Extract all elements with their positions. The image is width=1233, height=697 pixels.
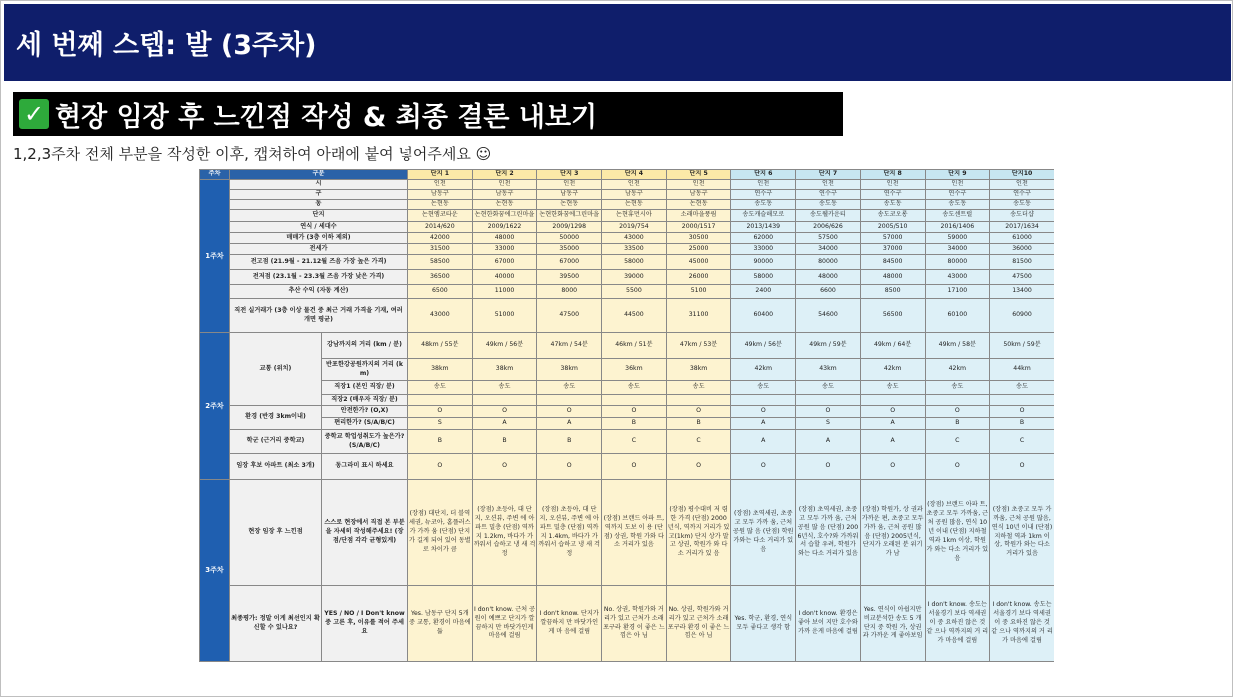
value-cell: 48000 [860,270,925,285]
table-row [200,190,1055,200]
row-label: 추산 수익 (자동 계산) [230,285,408,299]
value-cell: 43000 [408,299,473,333]
value-cell: (장점) 초등아, 대 단지, 오션뷰, 주변 에 아파트 밀층 (단점) 역까지 1.2km, 바다가 가 까워서 습하고 냉 새 걱정 [472,480,537,586]
value-cell: 남동구 [408,190,473,200]
value-cell: 2009/1622 [472,222,537,233]
value-cell: 80000 [925,255,990,270]
table-row [200,406,1055,418]
table-row [200,333,1055,359]
value-cell: 36000 [990,244,1054,255]
header-complex: 단지 9 [925,170,990,180]
group-label: 최종평가: 정말 이게 최선인지 확신할 수 있나요? [230,586,322,662]
value-cell: 2000/1517 [666,222,731,233]
value-cell: 34000 [796,244,861,255]
table-row [200,222,1055,233]
group-label: 임장 후보 아파트 (최소 3개) [230,454,322,480]
value-cell: B [472,430,537,454]
table-row [200,586,1055,662]
value-cell: 송도 [731,381,796,395]
value-cell: O [472,454,537,480]
value-cell: 송도캐슬해모로 [731,210,796,222]
value-cell: 송도동 [731,200,796,210]
value-cell: O [990,454,1054,480]
value-cell: 48000 [472,233,537,244]
row-label: 직장2 (배우자 직장/ 분) [322,395,408,406]
value-cell: 38km [408,359,473,381]
value-cell: A [796,430,861,454]
value-cell: B [408,430,473,454]
value-cell: 42km [860,359,925,381]
value-cell: 51000 [472,299,537,333]
week-label: 3주차 [200,480,230,662]
value-cell: 송도 [796,381,861,395]
value-cell: 58000 [731,270,796,285]
value-cell: 45000 [666,255,731,270]
value-cell: S [408,418,473,430]
value-cell: 42km [731,359,796,381]
value-cell [990,395,1054,406]
week-label: 2주차 [200,333,230,480]
value-cell: 39000 [602,270,667,285]
value-cell: 인천 [408,180,473,190]
value-cell: 6600 [796,285,861,299]
table-row [200,244,1055,255]
value-cell: 33500 [602,244,667,255]
value-cell: A [472,418,537,430]
table-row [200,285,1055,299]
header-complex: 단지 3 [537,170,602,180]
row-label: 직전 실거래가 (3층 이상 물건 중 최근 거래 가격을 기재, 여러 개면 평균) [230,299,408,333]
row-label: 구 [230,190,408,200]
value-cell: 50km / 59분 [990,333,1054,359]
value-cell: 송도 [666,381,731,395]
value-cell: 62000 [731,233,796,244]
value-cell: 46km / 51분 [602,333,667,359]
value-cell: 36km [602,359,667,381]
group-label: 교통 (위치) [230,333,322,406]
value-cell: 논현한화꿈에그린마을 [472,210,537,222]
value-cell: 남동구 [602,190,667,200]
row-label: 매매가 (3층 이하 제외) [230,233,408,244]
value-cell: 송도동 [925,200,990,210]
value-cell: 송도더샵 [990,210,1054,222]
table-row [200,200,1055,210]
value-cell: 60900 [990,299,1054,333]
value-cell: 49km / 56분 [731,333,796,359]
value-cell: 소래마을풍림 [666,210,731,222]
value-cell: 49km / 64분 [860,333,925,359]
value-cell: 논현한화꿈에그린마을 [537,210,602,222]
table-row [200,395,1055,406]
value-cell: 48km / 55분 [408,333,473,359]
value-cell: 57000 [860,233,925,244]
value-cell: O [408,454,473,480]
value-cell: O [731,454,796,480]
value-cell: 8000 [537,285,602,299]
value-cell: 47500 [990,270,1054,285]
value-cell: O [925,406,990,418]
value-cell: 25000 [666,244,731,255]
value-cell: 논현동 [408,200,473,210]
value-cell: 48000 [796,270,861,285]
value-cell: 인천 [731,180,796,190]
slide-subtitle: 현장 임장 후 느낀점 작성 & 최종 결론 내보기 [55,101,598,133]
value-cell: 43000 [925,270,990,285]
value-cell: 송도센트럴 [925,210,990,222]
value-cell: 58500 [408,255,473,270]
value-cell: 67000 [472,255,537,270]
value-cell: 60100 [925,299,990,333]
value-cell: 13400 [990,285,1054,299]
value-cell: (장점) 평수대비 저 렴한 가격 (단점) 2000년식, 역까지 거리가 있 고(1km) 단지 상가 말고 상권, 학원가 와 다소 거리가 있 음 [666,480,731,586]
value-cell [472,395,537,406]
header-complex: 단지10 [990,170,1054,180]
value-cell: O [537,406,602,418]
value-cell: No. 상권, 학원가와 거 리가 있고 근처가 소래포구라 환경 이 좋은 느낌은 아 님 [602,586,667,662]
value-cell: 연수구 [990,190,1054,200]
value-cell: 남동구 [472,190,537,200]
value-cell: 84500 [860,255,925,270]
table-body [200,170,1055,662]
value-cell: 인천 [796,180,861,190]
value-cell: 56500 [860,299,925,333]
header-week: 주차 [200,170,230,180]
value-cell: 인천 [925,180,990,190]
header-complex: 단지 7 [796,170,861,180]
value-cell: 연수구 [796,190,861,200]
value-cell: 33000 [731,244,796,255]
value-cell: 인천 [472,180,537,190]
value-cell: 67000 [537,255,602,270]
value-cell: 31100 [666,299,731,333]
value-cell: O [860,454,925,480]
value-cell: 2009/1298 [537,222,602,233]
value-cell: 송도동 [796,200,861,210]
value-cell: S [796,418,861,430]
value-cell: O [796,454,861,480]
value-cell: 연수구 [925,190,990,200]
value-cell: 58000 [602,255,667,270]
spreadsheet-capture [199,169,1054,669]
value-cell: 50000 [537,233,602,244]
row-label: 편리한가? (S/A/B/C) [322,418,408,430]
value-cell: 2400 [731,285,796,299]
value-cell [537,395,602,406]
table-row [200,454,1055,480]
value-cell: 49km / 59분 [796,333,861,359]
value-cell: 44500 [602,299,667,333]
value-cell: O [796,406,861,418]
table-row [200,359,1055,381]
value-cell: 송도동 [990,200,1054,210]
value-cell: 인천 [990,180,1054,190]
row-label: 연식 / 세대수 [230,222,408,233]
value-cell [408,395,473,406]
row-label: 스스로 현장에서 직접 본 부분을 자세히 작성해주세요! (장점/단점 각각 균형있게) [322,480,408,586]
value-cell: 5500 [602,285,667,299]
row-label: 전세가 [230,244,408,255]
value-cell: 35000 [537,244,602,255]
value-cell: C [666,430,731,454]
value-cell: A [731,418,796,430]
value-cell: 43km [796,359,861,381]
value-cell: 논현동 [472,200,537,210]
comparison-table [199,169,1054,662]
value-cell: (장점) 초역세권, 초중고 모두 가까 움, 근처 공원 많 음 (단점) 2006년식, 호수?와 가까워서 습할 우려, 학원가 와는 다소 거리가 있음 [796,480,861,586]
value-cell: 80000 [796,255,861,270]
value-cell: 49km / 56분 [472,333,537,359]
value-cell: 11000 [472,285,537,299]
value-cell: O [731,406,796,418]
value-cell: 17100 [925,285,990,299]
value-cell: Yes. 연식이 아쉽지만 비교분석한 송도 5 개 단지 중 학원 가, 상권과 가까운 게 좋아보임 [860,586,925,662]
value-cell: 송도 [537,381,602,395]
value-cell: 5100 [666,285,731,299]
value-cell: 송도동 [860,200,925,210]
row-label: 전저점 (23.1월 - 23.3월 즈음 가장 낮은 가격) [230,270,408,285]
value-cell: 42km [925,359,990,381]
value-cell: 송도코오롱 [860,210,925,222]
group-label: 현장 임장 후 느낀점 [230,480,322,586]
week-label: 1주차 [200,180,230,333]
table-row [200,233,1055,244]
value-cell: B [925,418,990,430]
value-cell: 논현휴먼시아 [602,210,667,222]
value-cell: 39500 [537,270,602,285]
table-row [200,480,1055,586]
value-cell: 38km [472,359,537,381]
value-cell: 47km / 54분 [537,333,602,359]
value-cell: A [731,430,796,454]
check-mark-icon: ✓ [19,99,49,129]
value-cell: (장점) 학원가, 상 권과 가까운 편, 초중고 모두 가까 움, 근처 공원 많음 (단점) 2005년식, 단지가 오래된 분 위기가 남 [860,480,925,586]
value-cell: (장점) 브랜드 아파 트, 초중고 모두 가까움, 근처 공원 많음, 연식 10년 이내 (단점) 지하철 역과 1km 이상, 학원가 와는 다소 거리가 있음 [925,480,990,586]
value-cell: 논현엠코타운 [408,210,473,222]
table-row [200,255,1055,270]
value-cell: 송도 [472,381,537,395]
row-label: 중학교 학업성취도가 높은가? (S/A/B/C) [322,430,408,454]
value-cell: 송도 [925,381,990,395]
value-cell: 37000 [860,244,925,255]
value-cell: 49km / 58분 [925,333,990,359]
row-label: YES / NO / I Don't know 중 고른 후, 이유를 적어 주세요 [322,586,408,662]
value-cell: C [925,430,990,454]
value-cell: A [537,418,602,430]
value-cell: 57500 [796,233,861,244]
value-cell: 송도 [860,381,925,395]
value-cell: 42000 [408,233,473,244]
header-complex: 단지 8 [860,170,925,180]
value-cell: 2014/620 [408,222,473,233]
slide-title: 세 번째 스텝: 발 (3주차) [16,30,317,61]
value-cell: 2006/626 [796,222,861,233]
value-cell: 34000 [925,244,990,255]
value-cell: 47km / 53분 [666,333,731,359]
row-label: 반포한강공원까지의 거리 (km) [322,359,408,381]
row-label: 동 [230,200,408,210]
value-cell: I don't know. 근처 공원이 예쁘고 단지가 깔끔하지 만 바닷가인게 마음에 걸림 [472,586,537,662]
value-cell: (장점) 초중고 모두 가까움, 근처 공원 많음, 연식 10년 이내 (단점) 지하철 역과 1km 이상, 학원가 와는 다소 거리가 있음 [990,480,1054,586]
value-cell: 논현동 [666,200,731,210]
value-cell: 인천 [602,180,667,190]
value-cell: 남동구 [666,190,731,200]
header-complex: 단지 2 [472,170,537,180]
value-cell: O [408,406,473,418]
value-cell: 2019/754 [602,222,667,233]
value-cell: 40000 [472,270,537,285]
value-cell: 47500 [537,299,602,333]
value-cell: O [537,454,602,480]
row-label: 직장1 (본인 직장/ 분) [322,381,408,395]
value-cell: B [602,418,667,430]
value-cell: 6500 [408,285,473,299]
value-cell: A [860,430,925,454]
table-row [200,418,1055,430]
value-cell [796,395,861,406]
value-cell: 44km [990,359,1054,381]
value-cell: 2016/1406 [925,222,990,233]
group-label: 학군 (근거리 중학교) [230,430,322,454]
value-cell: 2017/1634 [990,222,1054,233]
value-cell: 81500 [990,255,1054,270]
value-cell: 송도 [408,381,473,395]
value-cell: (장점) 초등아, 대 단지, 오션뷰, 주변 에 아파트 밀층 (단점) 역까지 1.4km, 바다가 가 까워서 습하고 냉 새 걱정 [537,480,602,586]
value-cell: No. 상권, 학원가와 거 리가 있고 근처가 소래포구라 환경 이 좋은 느낌은 아 님 [666,586,731,662]
table-row [200,299,1055,333]
row-label: 강남까지의 거리 (km / 분) [322,333,408,359]
row-label: 시 [230,180,408,190]
value-cell: 61000 [990,233,1054,244]
value-cell: Yes. 학군, 환경, 연식 모두 좋다고 생각 함 [731,586,796,662]
value-cell: 논현동 [602,200,667,210]
table-row [200,210,1055,222]
value-cell: O [925,454,990,480]
header-gubun: 구분 [230,170,408,180]
value-cell: 2005/510 [860,222,925,233]
value-cell: 송도웰카운티 [796,210,861,222]
value-cell: 36500 [408,270,473,285]
value-cell: (장점) 대단지, 더 블역세권, 뉴코아, 홈플러스가 가까 움 (단점) 단지가 길게 되어 있어 동별로 차이가 큼 [408,480,473,586]
table-row [200,270,1055,285]
table-row [200,381,1055,395]
value-cell: 54600 [796,299,861,333]
value-cell: O [602,454,667,480]
value-cell: 38km [666,359,731,381]
row-label: 안전한가? (O,X) [322,406,408,418]
value-cell: 2013/1439 [731,222,796,233]
row-label: 전고점 (21.9월 - 21.12월 즈음 가장 높은 가격) [230,255,408,270]
value-cell [602,395,667,406]
header-complex: 단지 6 [731,170,796,180]
value-cell: 60400 [731,299,796,333]
header-complex: 단지 5 [666,170,731,180]
value-cell: C [990,430,1054,454]
value-cell: C [602,430,667,454]
row-label: 동그라미 표시 하세요 [322,454,408,480]
value-cell: 43000 [602,233,667,244]
value-cell: 33000 [472,244,537,255]
value-cell: O [472,406,537,418]
value-cell: 연수구 [860,190,925,200]
value-cell: (장점) 브랜드 아파 트, 역까지 도보 이 용 (단점) 상권, 학원 가와 다소 거리가 있음 [602,480,667,586]
value-cell: Yes. 남동구 단지 5개 중 교통, 환경이 마음에 듦 [408,586,473,662]
value-cell: A [860,418,925,430]
value-cell: I don't know. 송도는 서울경기 보다 역세권이 중 요하진 않은 것 같 으나 역까지의 거 리가 마음에 걸림 [925,586,990,662]
value-cell: 38km [537,359,602,381]
value-cell: 26000 [666,270,731,285]
value-cell: I don't know. 단지가 깔끔하지 만 바닷가인게 마 음에 걸림 [537,586,602,662]
instruction-text: 1,2,3주차 전체 부분을 작성한 이후, 캡쳐하여 아래에 붙여 넣어주세요 ☺ [13,145,492,163]
table-row [200,170,1055,180]
value-cell: 송도 [602,381,667,395]
value-cell: 59000 [925,233,990,244]
value-cell: 31500 [408,244,473,255]
value-cell: I don't know. 환경은 좋아 보이 지만 호수와 가까 운게 마음에 걸림 [796,586,861,662]
value-cell: B [537,430,602,454]
value-cell: B [990,418,1054,430]
row-label: 단지 [230,210,408,222]
value-cell: 8500 [860,285,925,299]
value-cell: 90000 [731,255,796,270]
value-cell: O [666,406,731,418]
value-cell: (장점) 초역세권, 초중고 모두 가까 움, 근처 공원 많 음 (단점) 학원가와는 다소 거리가 있음 [731,480,796,586]
value-cell: O [602,406,667,418]
value-cell [925,395,990,406]
value-cell: 논현동 [537,200,602,210]
value-cell: 인천 [860,180,925,190]
value-cell: 남동구 [537,190,602,200]
value-cell: I don't know. 송도는 서울경기 보다 역세권이 중 요하진 않은 것 같 으나 역까지의 거 리가 마음에 걸림 [990,586,1054,662]
value-cell: 인천 [666,180,731,190]
table-row [200,180,1055,190]
value-cell: 30500 [666,233,731,244]
value-cell: B [666,418,731,430]
value-cell [731,395,796,406]
value-cell: O [990,406,1054,418]
group-label: 환경 (반경 3km이내) [230,406,322,430]
title-bar [4,4,1231,81]
value-cell: O [860,406,925,418]
value-cell [860,395,925,406]
subtitle-bar [13,92,843,136]
table-row [200,430,1055,454]
value-cell: 연수구 [731,190,796,200]
value-cell: 인천 [537,180,602,190]
value-cell: 송도 [990,381,1054,395]
header-complex: 단지 1 [408,170,473,180]
header-complex: 단지 4 [602,170,667,180]
value-cell [666,395,731,406]
value-cell: O [666,454,731,480]
